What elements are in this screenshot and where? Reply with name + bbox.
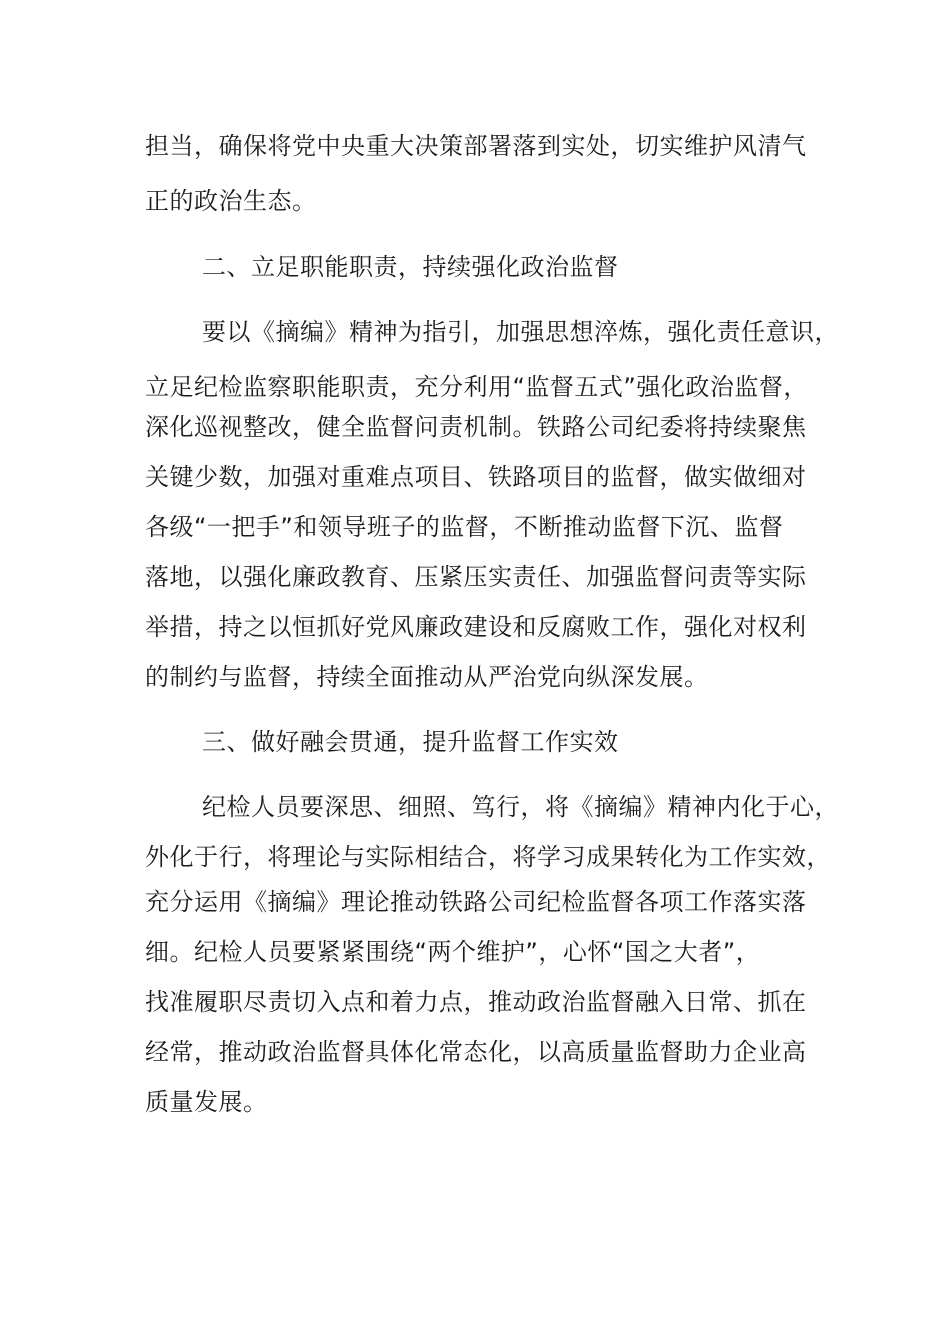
paragraph-line: 经常，推动政治监督具体化常态化，以高质量监督助力企业高 — [145, 1038, 807, 1066]
paragraph-line: 举措，持之以恒抓好党风廉政建设和反腐败工作，强化对权利 — [145, 613, 807, 641]
paragraph-line: 落地，以强化廉政教育、压紧压实责任、加强监督问责等实际 — [145, 563, 807, 591]
section-heading: 三、做好融会贯通，提升监督工作实效 — [202, 728, 619, 756]
paragraph-line: 纪检人员要深思、细照、笃行，将《摘编》精神内化于心， — [202, 793, 839, 821]
paragraph-line: 关键少数，加强对重难点项目、铁路项目的监督，做实做细对 — [145, 463, 807, 491]
paragraph-line: 担当，确保将党中央重大决策部署落到实处，切实维护风清气 — [145, 132, 807, 160]
paragraph-line: 要以《摘编》精神为指引，加强思想淬炼，强化责任意识， — [202, 318, 839, 346]
paragraph-line: 细。纪检人员要紧紧围绕“两个维护”，心怀“国之大者”， — [145, 938, 761, 966]
paragraph-line: 深化巡视整改，健全监督问责机制。铁路公司纪委将持续聚焦 — [145, 413, 807, 441]
paragraph-line: 找准履职尽责切入点和着力点，推动政治监督融入日常、抓在 — [145, 988, 807, 1016]
paragraph-line: 正的政治生态。 — [145, 187, 317, 215]
paragraph-line: 各级“一把手”和领导班子的监督，不断推动监督下沉、监督 — [145, 513, 784, 541]
paragraph-line: 的制约与监督，持续全面推动从严治党向纵深发展。 — [145, 663, 709, 691]
section-heading: 二、立足职能职责，持续强化政治监督 — [202, 253, 619, 281]
paragraph-line: 立足纪检监察职能职责，充分利用“监督五式”强化政治监督， — [145, 373, 808, 401]
paragraph-line: 质量发展。 — [145, 1088, 268, 1116]
paragraph-line: 外化于行，将理论与实际相结合，将学习成果转化为工作实效， — [145, 843, 831, 871]
paragraph-line: 充分运用《摘编》理论推动铁路公司纪检监督各项工作落实落 — [145, 888, 807, 916]
